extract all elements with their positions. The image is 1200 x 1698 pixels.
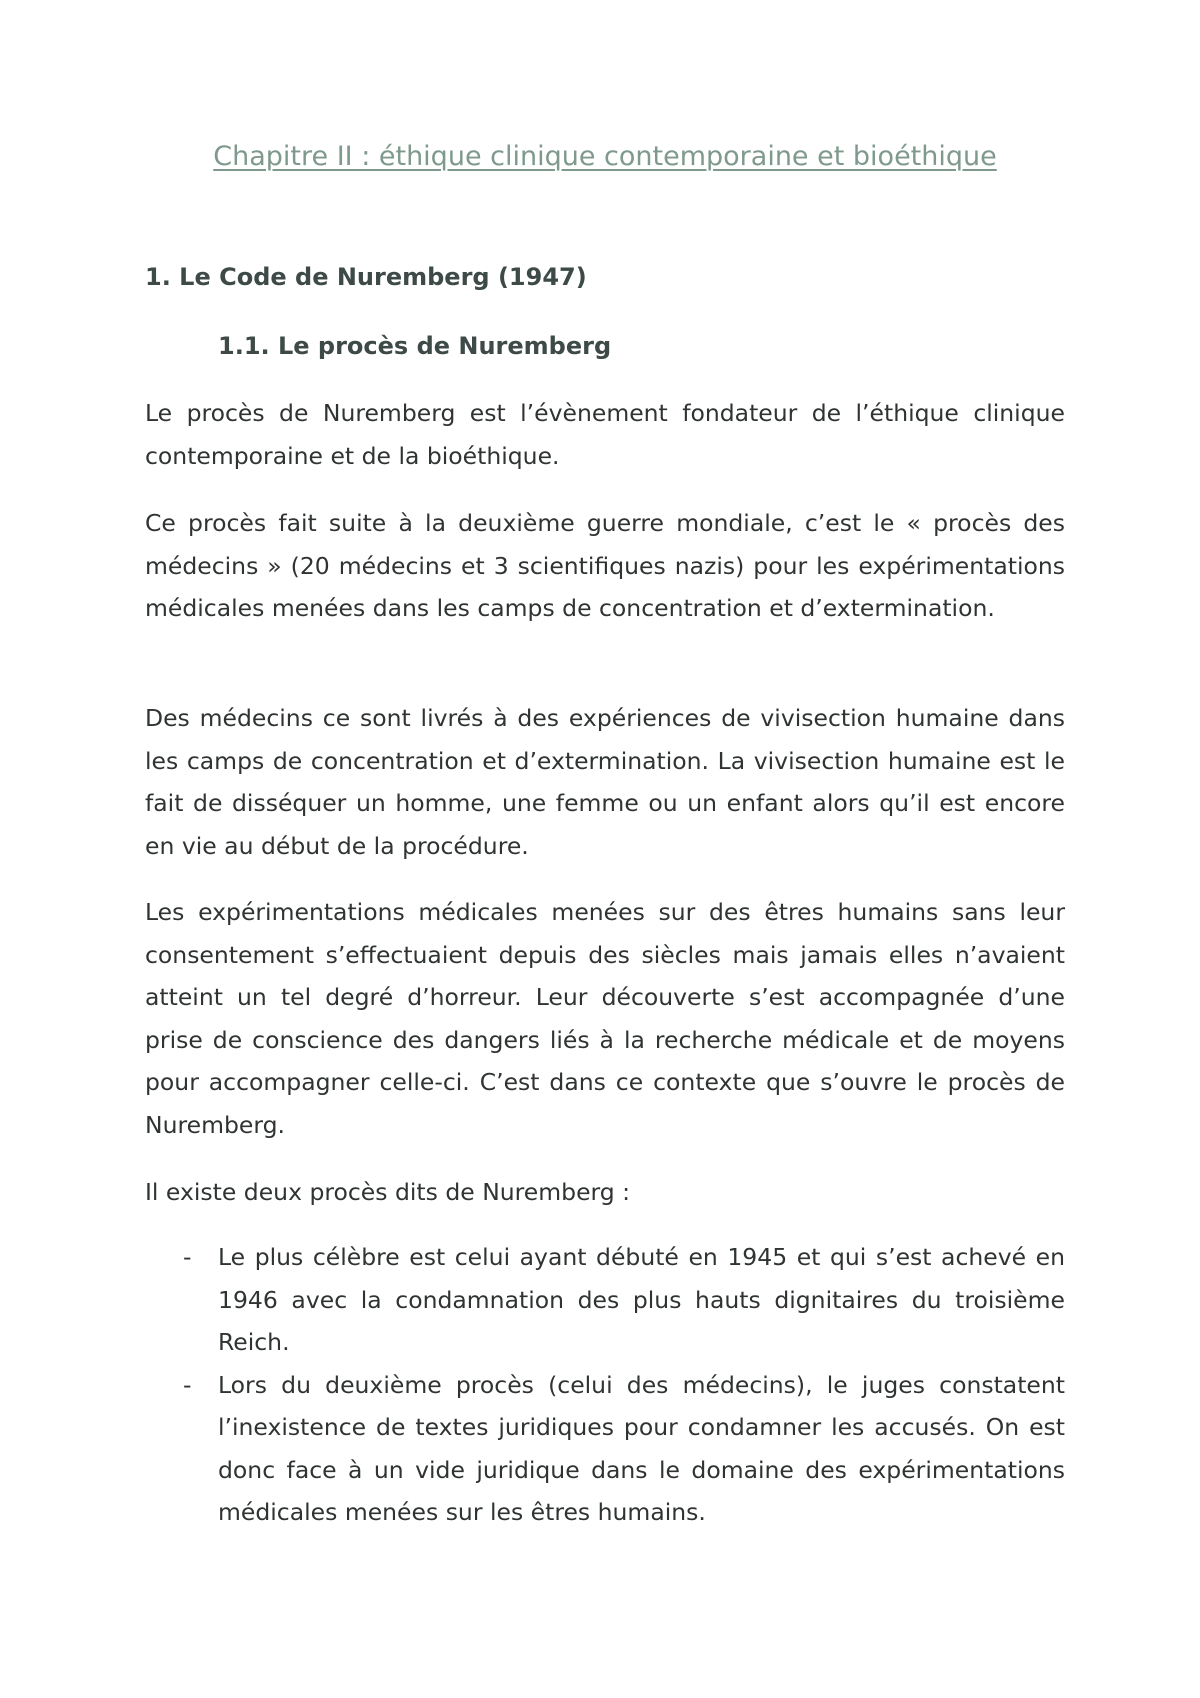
list-item bbox=[145, 1364, 1065, 1534]
list-item-text: Lors du deuxième procès (celui des médecins), le juges constatent l’inexistence de textes juridiques pour condamner les accusés. On est donc face à un vide juridique dans le domaine des expérimentations médicales menées sur les êtres humains. bbox=[218, 1370, 1065, 1526]
paragraph: Le procès de Nuremberg est l’évènement fondateur de l’éthique clinique contemporaine et de la bioéthique. bbox=[145, 399, 1065, 470]
bullet-dash: - bbox=[183, 1370, 192, 1399]
list-item bbox=[145, 1236, 1065, 1364]
bullet-dash: - bbox=[183, 1243, 192, 1271]
list-intro-paragraph: Il existe deux procès dits de Nuremberg : bbox=[145, 1178, 631, 1206]
paragraph: Des médecins ce sont livrés à des expériences de vivisection humaine dans les camps de concentration et d’extermination. La vivisection humaine est le fait de disséquer un homme, une femme ou un enfant alors qu’il est encore en vie au début de la procédure. bbox=[145, 704, 1065, 860]
paragraph: Les expérimentations médicales menées sur des êtres humains sans leur consentement s’effectuaient depuis des siècles mais jamais elles n’avaient atteint un tel degré d’horreur. Leur découverte s’est accompagnée d’une prise de conscience des dangers liés à la recherche médicale et de moyens pour accompagner celle-ci. C’est dans ce contexte que s’ouvre le procès de Nuremberg. bbox=[145, 898, 1065, 1139]
paragraph: Ce procès fait suite à la deuxième guerre mondiale, c’est le « procès des médecins » (20 médecins et 3 scientifiques nazis) pour les expérimentations médicales menées dans les camps de concentration et d’extermination. bbox=[145, 509, 1065, 622]
list-item-text: Le plus célèbre est celui ayant débuté en 1945 et qui s’est achevé en 1946 avec la condamnation des plus hauts dignitaires du troisième Reich. bbox=[218, 1243, 1065, 1356]
section-heading: 1. Le Code de Nuremberg (1947) bbox=[145, 263, 587, 291]
bullet-list bbox=[145, 1236, 1065, 1534]
chapter-title: Chapitre II : éthique clinique contemporaine et bioéthique bbox=[213, 141, 997, 172]
subsection-heading: 1.1. Le procès de Nuremberg bbox=[218, 332, 612, 360]
